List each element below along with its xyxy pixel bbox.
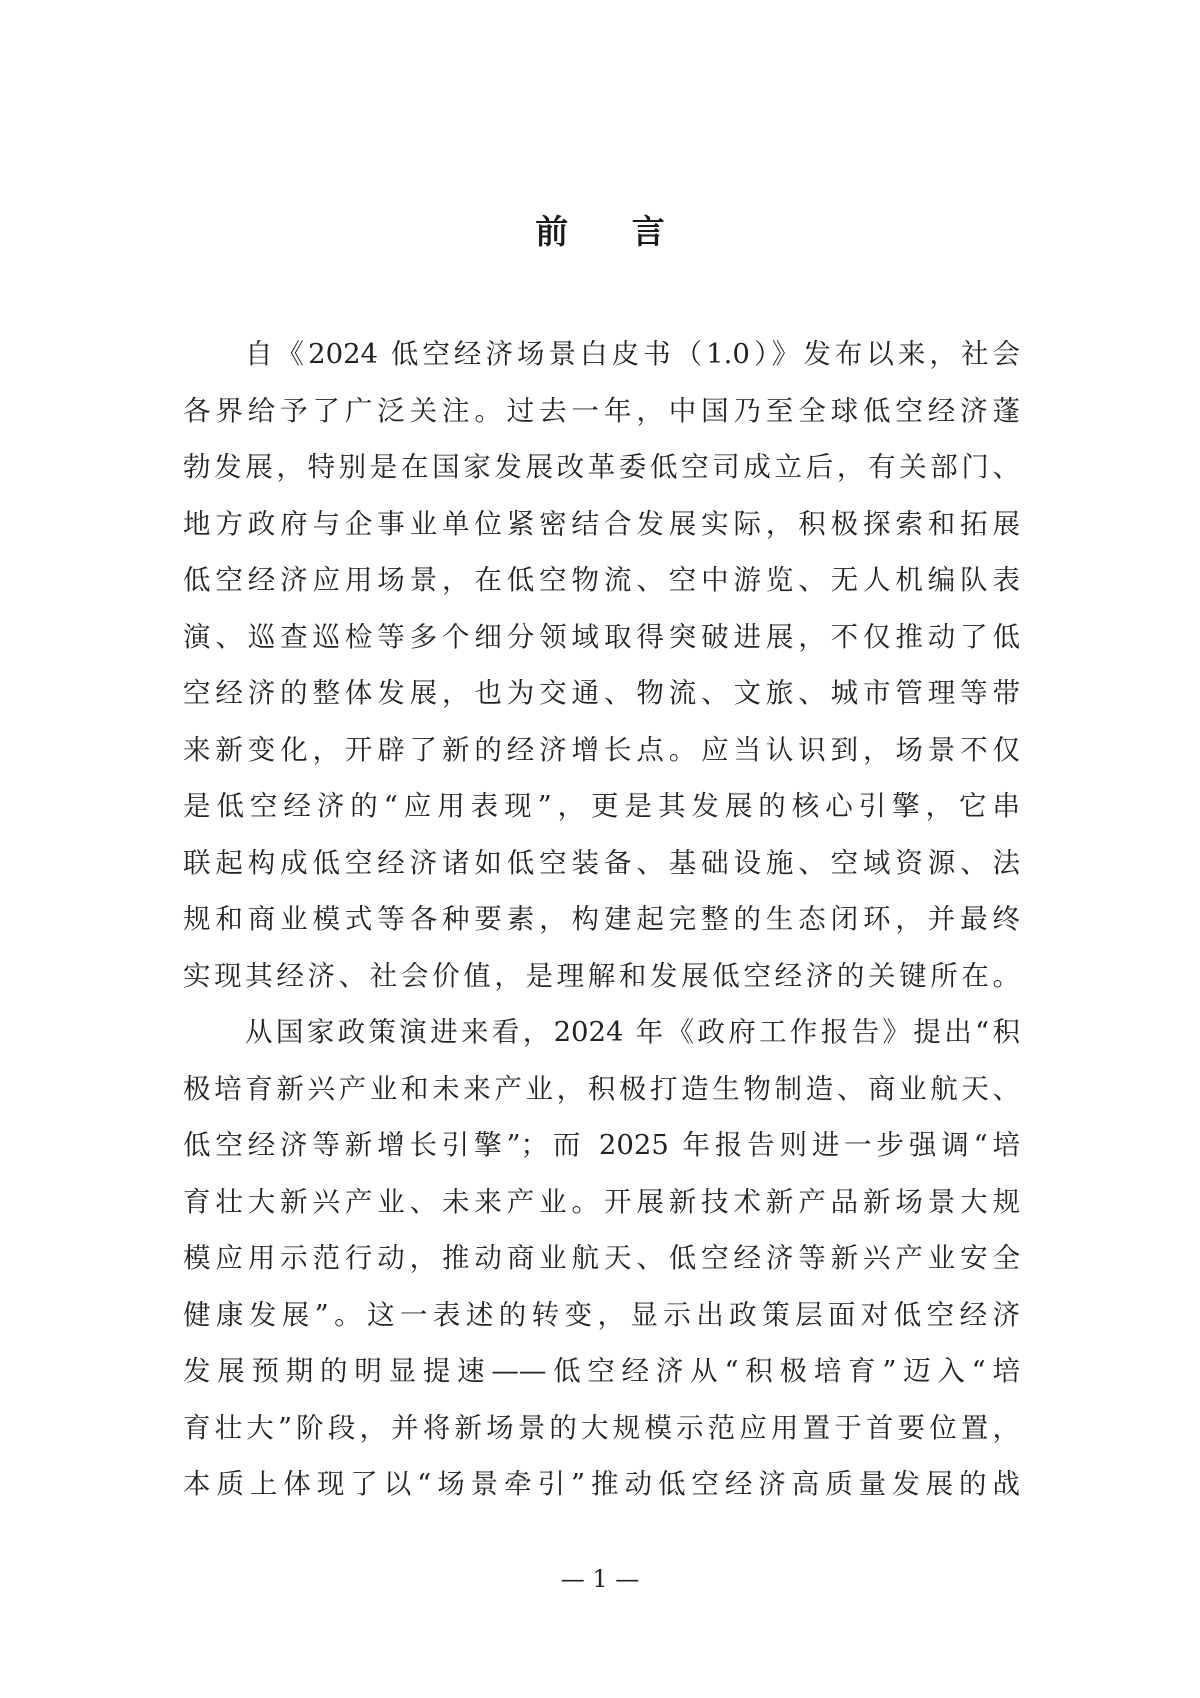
paragraph-2-line: 从国家政策演进来看，2024 年《政府工作报告》提出“积 — [245, 1016, 1020, 1048]
paragraph-1-line: 来新变化，开辟了新的经济增长点。应当认识到，场景不仅 — [183, 733, 1020, 766]
paragraph-1-line: 演、巡查巡检等多个细分领域取得突破进展，不仅推动了低 — [183, 620, 1020, 653]
paragraph-1-line: 规和商业模式等各种要素，构建起完整的生态闭环，并最终 — [183, 903, 1020, 935]
paragraph-2-line: 育壮大”阶段，并将新场景的大规模示范应用置于首要位置， — [183, 1411, 1020, 1444]
paragraph-1-line: 勃发展，特别是在国家发展改革委低空司成立后，有关部门、 — [183, 451, 1020, 483]
paragraph-1-line: 地方政府与企事业单位紧密结合发展实际，积极探索和拓展 — [183, 507, 1020, 540]
body-text — [183, 326, 1020, 1513]
paragraph-2-line: 模应用示范行动，推动商业航天、低空经济等新兴产业安全 — [183, 1242, 1020, 1274]
page-number: — 1 — — [560, 1565, 640, 1593]
page-title: 前 言 — [535, 212, 691, 251]
paragraph-2-line: 育壮大新兴产业、未来产业。开展新技术新产品新场景大规 — [183, 1185, 1020, 1218]
paragraph-1-line: 实现其经济、社会价值，是理解和发展低空经济的关键所在。 — [183, 959, 1020, 992]
paragraph-1-line: 低空经济应用场景，在低空物流、空中游览、无人机编队表 — [183, 564, 1020, 596]
paragraph-2-line: 本质上体现了以“场景牵引”推动低空经济高质量发展的战 — [183, 1468, 1020, 1500]
paragraph-1-line: 各界给予了广泛关注。过去一年，中国乃至全球低空经济蓬 — [183, 394, 1020, 427]
paragraph-2-line: 发展预期的明显提速——低空经济从“积极培育”迈入“培 — [183, 1355, 1020, 1387]
paragraph-1-line: 自《2024 低空经济场景白皮书（1.0）》发布以来，社会 — [245, 338, 1020, 370]
paragraph-2-line: 低空经济等新增长引擎”；而 2025 年报告则进一步强调“培 — [183, 1129, 1020, 1161]
paragraph-2-line: 极培育新兴产业和未来产业，积极打造生物制造、商业航天、 — [183, 1072, 1020, 1105]
paragraph-2-line: 健康发展”。这一表述的转变，显示出政策层面对低空经济 — [183, 1298, 1020, 1331]
paragraph-1-line: 是低空经济的“应用表现”，更是其发展的核心引擎，它串 — [183, 790, 1020, 822]
paragraph-1-line: 联起构成低空经济诸如低空装备、基础设施、空域资源、法 — [183, 846, 1020, 879]
paragraph-1-line: 空经济的整体发展，也为交通、物流、文旅、城市管理等带 — [183, 677, 1020, 709]
